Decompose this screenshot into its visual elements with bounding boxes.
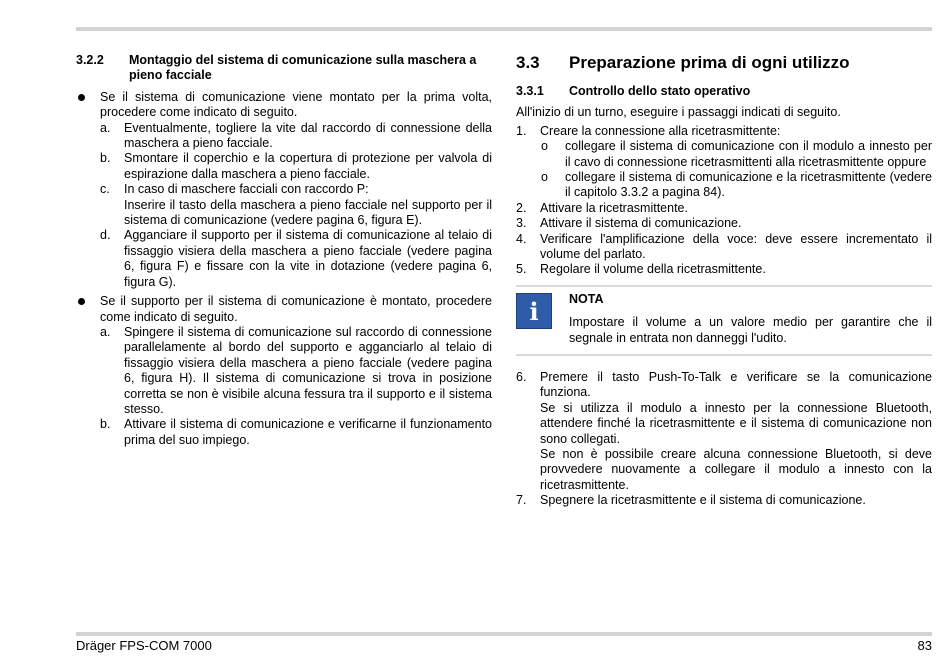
- sub-item-label: b.: [100, 417, 111, 432]
- sub-item-label: a.: [100, 324, 111, 339]
- section-number: 3.3: [516, 53, 540, 72]
- header-rule: [76, 27, 932, 31]
- sub-item: [100, 325, 492, 417]
- right-column: [516, 53, 932, 509]
- sub-item-label: a.: [100, 120, 111, 135]
- subsection-number: 3.3.1: [516, 84, 544, 98]
- step-label: 6.: [516, 369, 527, 384]
- sub-item-text: Inserire il tasto della maschera a pieno facciale nel supporto per il sistema di comunicazione (vedere pagina 6, figura E).: [124, 197, 492, 228]
- sub-item-text: Eventualmente, togliere la vite dal raccordo di connessione della maschera a pieno facciale.: [124, 120, 492, 151]
- bullet-text: Se il sistema di comunicazione viene montato per la prima volta, procedere come indicato di seguito.: [100, 89, 492, 120]
- sub-item: [100, 121, 492, 152]
- sub-item-text: In caso di maschere facciali con raccordo P:: [124, 182, 369, 197]
- step-text: Premere il tasto Push-To-Talk e verificare se la comunicazione funziona.: [540, 369, 932, 400]
- option-item: [540, 170, 932, 201]
- option-text: collegare il sistema di comunicazione e la ricetrasmittente (vedere il capitolo 3.3.2 a pagina 84).: [565, 170, 932, 200]
- step-item: [516, 370, 932, 493]
- step-text: Se si utilizza il modulo a innesto per la connessione Bluetooth, attendere finché la ricetrasmittente e il sistema di comunicazione non sono collegati.: [540, 400, 932, 446]
- bullet-dot-icon: [78, 94, 85, 101]
- option-text: collegare il sistema di comunicazione con il modulo a innesto per il cavo di connessione ricetrasmittenti alla ricetrasmittente oppure: [565, 139, 932, 169]
- sub-item-label: c.: [100, 182, 110, 197]
- step-label: 7.: [516, 493, 527, 508]
- step-text: Attivare il sistema di comunicazione.: [540, 216, 742, 231]
- step-text: Creare la connessione alla ricetrasmittente:: [540, 123, 781, 138]
- step-item: [516, 216, 932, 231]
- page-number: 83: [917, 638, 932, 653]
- sub-item-text: Agganciare il supporto per il sistema di comunicazione al telaio di fissaggio visiera della maschera a pieno facciale (vedere pagina 6, figura F) e fissare con la vite in dotazione (vedere pagina 6, figura G).: [124, 228, 492, 289]
- info-icon: [516, 293, 552, 329]
- left-column: [76, 53, 492, 448]
- note-box: [516, 285, 932, 356]
- sub-item: [100, 182, 492, 228]
- step-item: [516, 262, 932, 277]
- sub-item-label: b.: [100, 151, 111, 166]
- sub-item-text: Smontare il coperchio e la copertura di protezione per valvola di espirazione dalla maschera a pieno facciale.: [124, 151, 492, 181]
- option-item: [540, 139, 932, 170]
- sub-item-text: Spingere il sistema di comunicazione sul raccordo di connessione parallelamente al bordo del supporto e agganciarlo al telaio di fissaggio visiera della maschera a pieno facciale (vedere pagina 6, figura H). Il sistema di comunicazione si trova in posizione corretta se non è visibile alcuna fessura tra il supporto e il sistema stesso.: [124, 324, 492, 416]
- step-text: Spegnere la ricetrasmittente e il sistema di comunicazione.: [540, 493, 866, 508]
- info-icon-glyph: i: [529, 296, 539, 326]
- sub-item-text: Attivare il sistema di comunicazione e verificarne il funzionamento prima del suo impiego.: [124, 417, 492, 447]
- step-label: 2.: [516, 200, 527, 215]
- step-item: [516, 493, 932, 508]
- note-title: NOTA: [569, 291, 604, 306]
- sub-item: [100, 151, 492, 182]
- sub-item: [100, 417, 492, 448]
- step-item: [516, 124, 932, 201]
- sub-item: [100, 228, 492, 290]
- sub-item-text-block: [124, 182, 492, 228]
- step-text-block: [540, 370, 932, 493]
- step-text: Regolare il volume della ricetrasmittente.: [540, 262, 766, 277]
- bullet-item: [76, 90, 492, 290]
- section-number: 3.2.2: [76, 53, 104, 67]
- step-text-block: [540, 124, 932, 201]
- section-title: Montaggio del sistema di comunicazione sulla maschera a pieno facciale: [129, 53, 477, 83]
- sub-item-label: d.: [100, 228, 111, 243]
- step-label: 1.: [516, 123, 527, 138]
- bullet-item: [76, 294, 492, 448]
- section-heading-3-2-2: [76, 53, 492, 84]
- bullet-text: Se il supporto per il sistema di comunicazione è montato, procedere come indicato di seguito.: [100, 294, 492, 324]
- section-title: Preparazione prima di ogni utilizzo: [569, 53, 850, 72]
- bullet-dot-icon: [78, 298, 85, 305]
- step-label: 5.: [516, 262, 527, 277]
- note-text: Impostare il volume a un valore medio per garantire che il segnale in entrata non danneggi l'udito.: [569, 315, 932, 345]
- option-circle-icon: o: [541, 170, 548, 185]
- footer-rule: [76, 632, 932, 636]
- footer-product-name: Dräger FPS-COM 7000: [76, 638, 212, 653]
- subsection-heading-3-3-1: [516, 84, 932, 99]
- step-label: 3.: [516, 216, 527, 231]
- section-heading-3-3: [516, 53, 932, 73]
- step-text: Attivare la ricetrasmittente.: [540, 200, 688, 215]
- option-circle-icon: o: [541, 139, 548, 154]
- subsection-title: Controllo dello stato operativo: [569, 84, 751, 98]
- step-text: Verificare l'amplificazione della voce: deve essere incrementato il volume del parlato.: [540, 231, 932, 262]
- step-item: [516, 201, 932, 216]
- step-text: Se non è possibile creare alcuna connessione Bluetooth, si deve provvedere nuovamente a collegare il modulo a innesto con la ricetrasmittente.: [540, 446, 932, 492]
- step-item: [516, 232, 932, 263]
- step-label: 4.: [516, 231, 527, 246]
- intro-text: All'inizio di un turno, eseguire i passaggi indicati di seguito.: [516, 105, 841, 120]
